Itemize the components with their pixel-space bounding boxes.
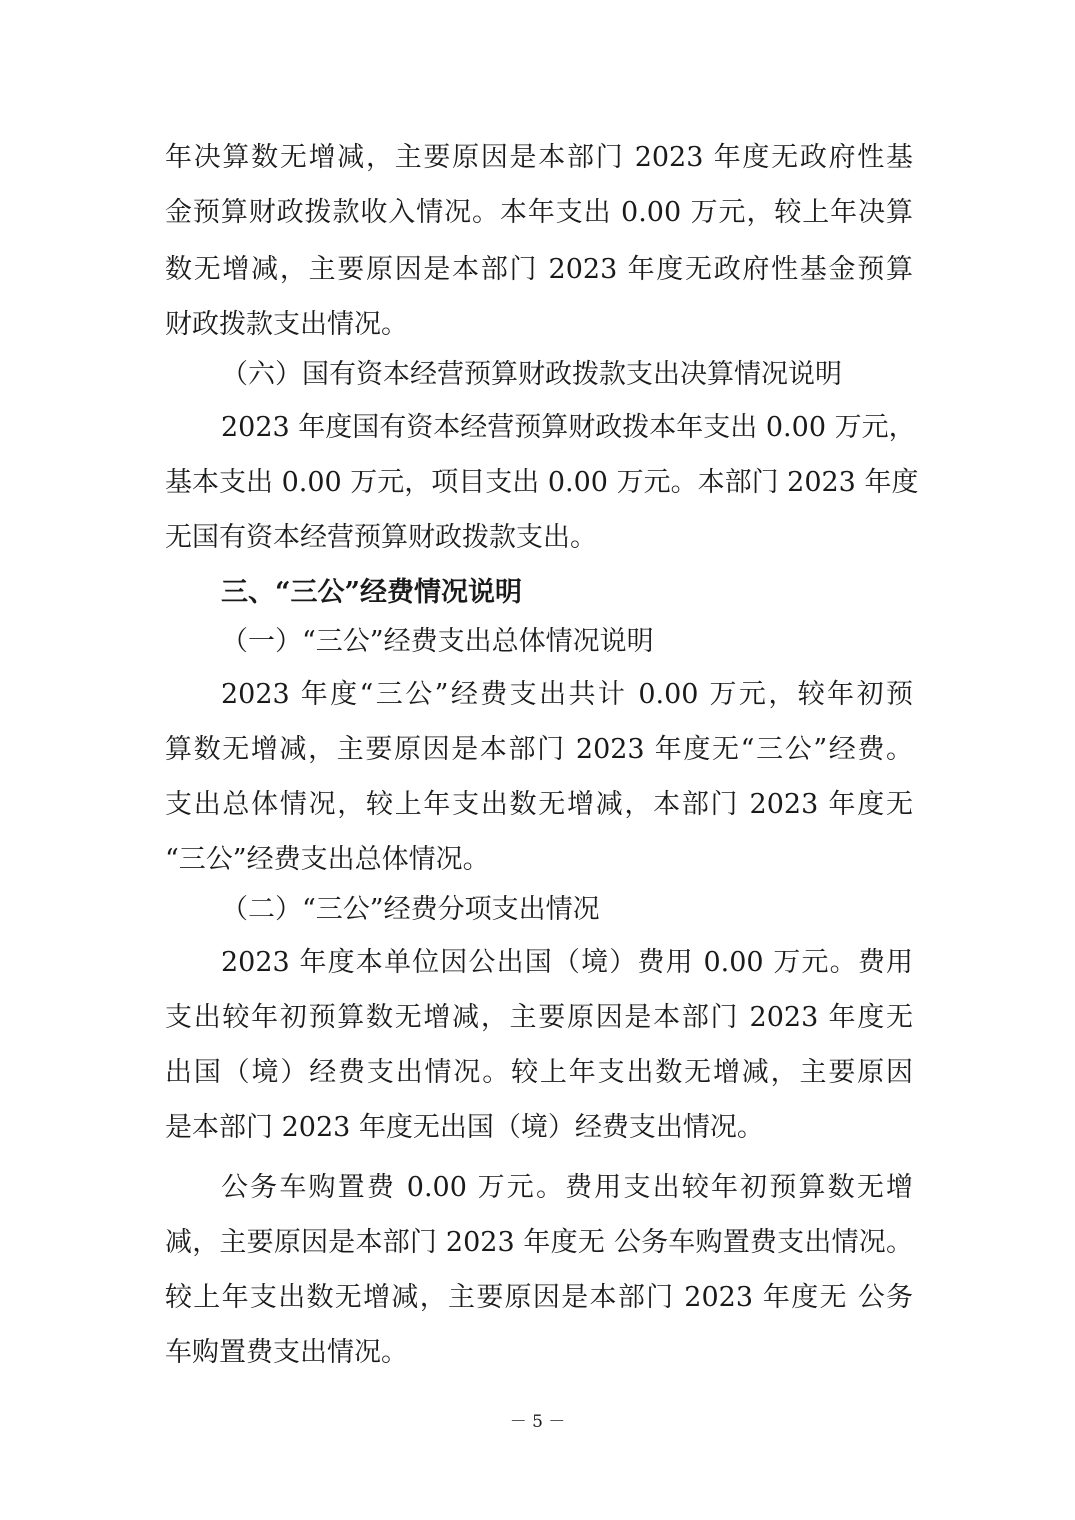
paragraph-line: 金预算财政拨款收入情况。本年支出 0.00 万元，较上年决算 bbox=[165, 197, 913, 228]
paragraph-line: 基本支出 0.00 万元，项目支出 0.00 万元。本部门 2023 年度 bbox=[165, 467, 919, 498]
paragraph-line: 数无增减，主要原因是本部门 2023 年度无政府性基金预算 bbox=[165, 254, 913, 285]
paragraph-line: 年决算数无增减，主要原因是本部门 2023 年度无政府性基 bbox=[165, 142, 913, 173]
paragraph-line: 财政拨款支出情况。 bbox=[165, 309, 408, 340]
section-heading: （二）“三公”经费分项支出情况 bbox=[221, 894, 600, 925]
paragraph-line: 较上年支出数无增减，主要原因是本部门 2023 年度无 公务 bbox=[165, 1282, 913, 1313]
paragraph-line: 公务车购置费 0.00 万元。费用支出较年初预算数无增 bbox=[221, 1172, 913, 1203]
paragraph-line: 车购置费支出情况。 bbox=[165, 1337, 408, 1368]
section-heading: （六）国有资本经营预算财政拨款支出决算情况说明 bbox=[221, 359, 842, 390]
paragraph-line: 减，主要原因是本部门 2023 年度无 公务车购置费支出情况。 bbox=[165, 1227, 913, 1258]
paragraph-line: 是本部门 2023 年度无出国（境）经费支出情况。 bbox=[165, 1112, 764, 1143]
paragraph-line: 出国（境）经费支出情况。较上年支出数无增减，主要原因 bbox=[165, 1057, 913, 1088]
paragraph-line: 2023 年度“三公”经费支出共计 0.00 万元，较年初预 bbox=[221, 679, 913, 710]
paragraph-line: 支出总体情况，较上年支出数无增减，本部门 2023 年度无 bbox=[165, 789, 913, 820]
paragraph-line: 2023 年度国有资本经营预算财政拨本年支出 0.00 万元， bbox=[221, 412, 916, 443]
paragraph-line: 支出较年初预算数无增减，主要原因是本部门 2023 年度无 bbox=[165, 1002, 913, 1033]
paragraph-line: 2023 年度本单位因公出国（境）费用 0.00 万元。费用 bbox=[221, 947, 913, 978]
section-heading: （一）“三公”经费支出总体情况说明 bbox=[221, 626, 654, 657]
chapter-heading: 三、“三公”经费情况说明 bbox=[221, 577, 523, 608]
paragraph-line: 算数无增减，主要原因是本部门 2023 年度无“三公”经费。 bbox=[165, 734, 913, 765]
paragraph-line: “三公”经费支出总体情况。 bbox=[165, 844, 490, 875]
page-number: － 5 － bbox=[509, 1412, 566, 1432]
paragraph-line: 无国有资本经营预算财政拨款支出。 bbox=[165, 522, 597, 553]
